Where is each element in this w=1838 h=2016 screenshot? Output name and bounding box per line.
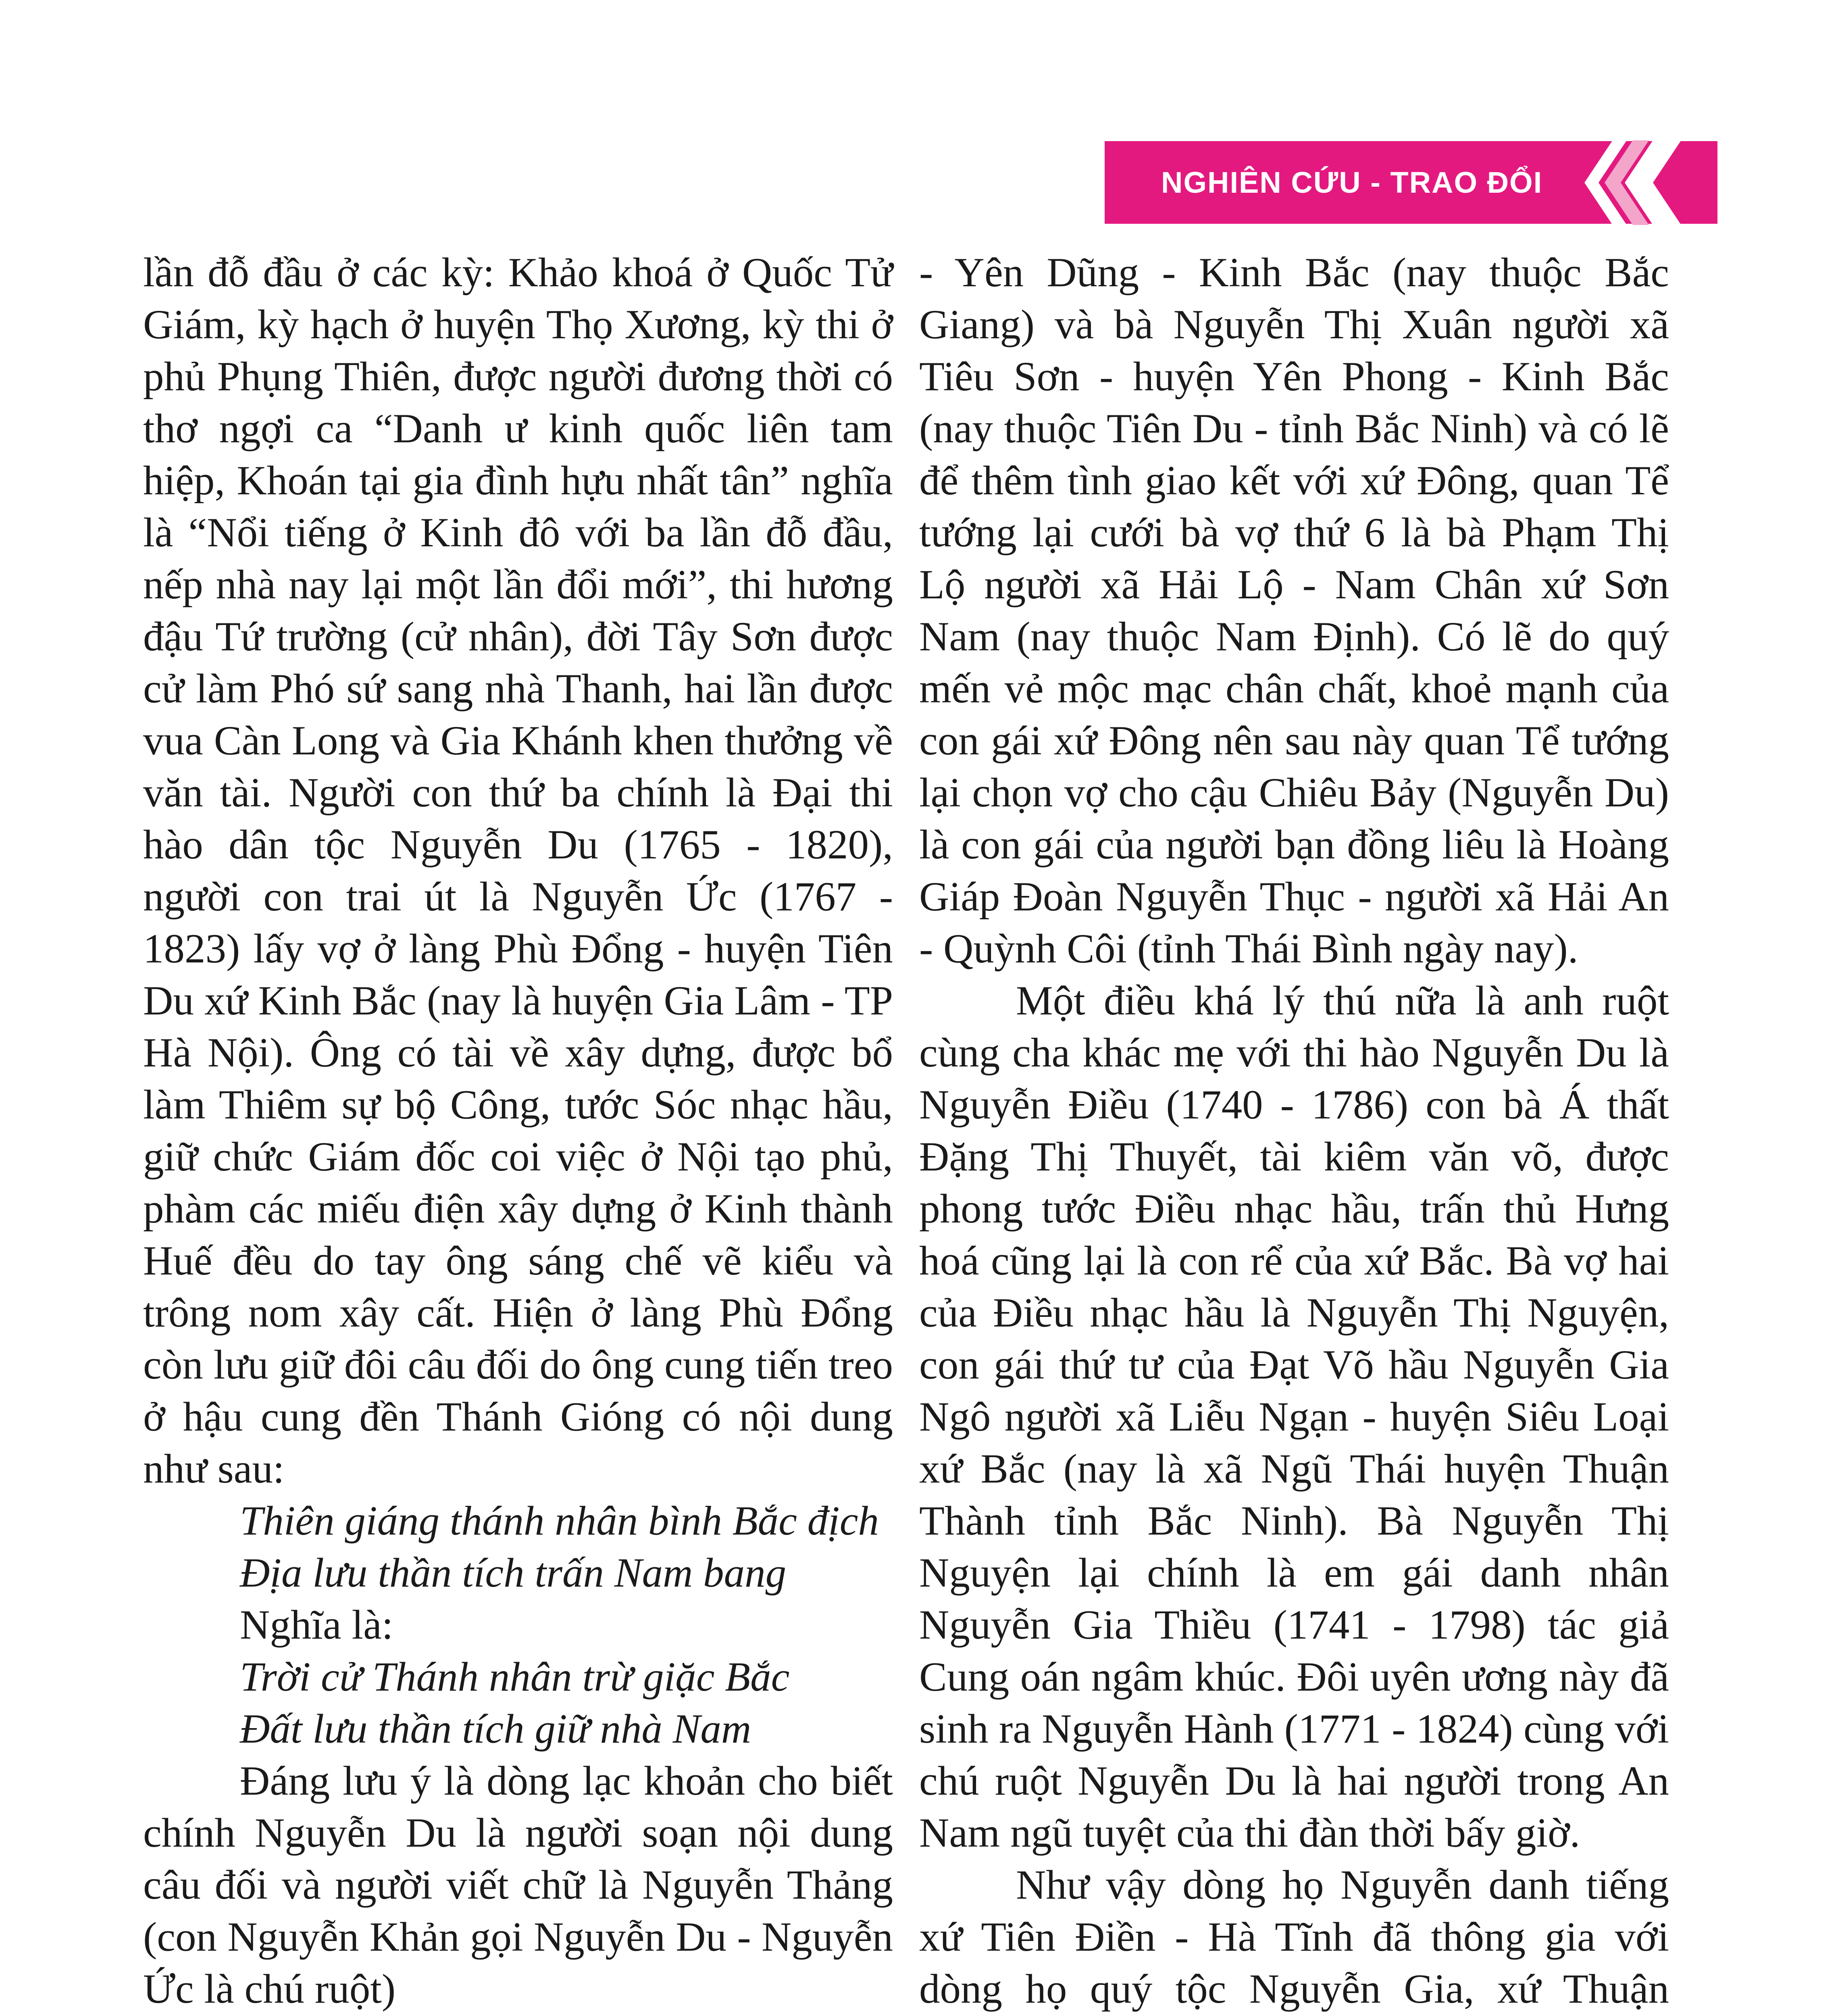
- verse-line: Đất lưu thần tích giữ nhà Nam: [240, 1706, 751, 1752]
- verse-line: Nghĩa là:: [240, 1602, 393, 1648]
- paragraph: - Yên Dũng - Kinh Bắc (nay thuộc Bắc Giang) và bà Nguyễn Thị Xuân người xã Tiêu Sơn - huyện Yên Phong - Kinh Bắc (nay thuộc Tiên Du - tỉnh Bắc Ninh) và có lẽ để thêm tình giao kết với xứ Đông, quan Tể tướng lại cưới bà vợ thứ 6 là bà Phạm Thị Lộ người xã Hải Lộ - Nam Chân xứ Sơn Nam (nay thuộc Nam Định). Có lẽ do quý mến vẻ mộc mạc chân chất, khoẻ mạnh của con gái xứ Đông nên sau này quan Tể tướng lại chọn vợ cho cậu Chiêu Bảy (Nguyễn Du) là con gái của người bạn đồng liêu là Hoàng Giáp Đoàn Nguyễn Thục - người xã Hải An - Quỳnh Côi (tỉnh Thái Bình ngày nay).: [919, 250, 1669, 972]
- chevron-decoration-icon: [1584, 140, 1681, 225]
- verse-line: Địa lưu thần tích trấn Nam bang: [240, 1550, 787, 1596]
- section-label: NGHIÊN CỨU - TRAO ĐỔI: [1161, 166, 1543, 199]
- left-column: [143, 247, 893, 2016]
- verse-line: Trời cử Thánh nhân trừ giặc Bắc: [240, 1654, 790, 1700]
- right-column: [919, 247, 1669, 2016]
- paragraph: Như vậy dòng họ Nguyễn danh tiếng xứ Tiên Điền - Hà Tĩnh đã thông gia với dòng họ quý tộc Nguyễn Gia, xứ Thuận: [919, 1862, 1669, 2012]
- paragraph: lần đỗ đầu ở các kỳ: Khảo khoá ở Quốc Tử Giám, kỳ hạch ở huyện Thọ Xương, kỳ thi ở phủ Phụng Thiên, được người đương thời có thơ ngợi ca “Danh ư kinh quốc liên tam hiệp, Khoán tại gia đình hựu nhất tân” nghĩa là “Nổi tiếng ở Kinh đô với ba lần đỗ đầu, nếp nhà nay lại một lần đổi mới”, thi hương đậu Tứ trường (cử nhân), đời Tây Sơn được cử làm Phó sứ sang nhà Thanh, hai lần được vua Càn Long và Gia Khánh khen thưởng về văn tài. Người con thứ ba chính là Đại thi hào dân tộc Nguyễn Du (1765 - 1820), người con trai út là Nguyễn Ức (1767 - 1823) lấy vợ ở làng Phù Đổng - huyện Tiên Du xứ Kinh Bắc (nay là huyện Gia Lâm - TP Hà Nội). Ông có tài về xây dựng, được bổ làm Thiêm sự bộ Công, tước Sóc nhạc hầu, giữ chức Giám đốc coi việc ở Nội tạo phủ, phàm các miếu điện xây dựng ở Kinh thành Huế đều do tay ông sáng chế vẽ kiểu và trông nom xây cất. Hiện ở làng Phù Đổng còn lưu giữ đôi câu đối do ông cung tiến treo ở hậu cung đền Thánh Gióng có nội dung như sau:: [143, 250, 893, 1492]
- verse-line: Thiên giáng thánh nhân bình Bắc địch: [240, 1498, 879, 1544]
- paragraph: Đáng lưu ý là dòng lạc khoản cho biết chính Nguyễn Du là người soạn nội dung câu đối và người viết chữ là Nguyễn Thảng (con Nguyễn Khản gọi Nguyễn Du - Nguyễn Ức là chú ruột): [143, 1758, 893, 2012]
- paragraph: Một điều khá lý thú nữa là anh ruột cùng cha khác mẹ với thi hào Nguyễn Du là Nguyễn Điều (1740 - 1786) con bà Á thất Đặng Thị Thuyết, tài kiêm văn võ, được phong tước Điều nhạc hầu, trấn thủ Hưng hoá cũng lại là con rể của xứ Bắc. Bà vợ hai của Điều nhạc hầu là Nguyễn Thị Nguyện, con gái thứ tư của Đạt Võ hầu Nguyễn Gia Ngô người xã Liễu Ngạn - huyện Siêu Loại xứ Bắc (nay là xã Ngũ Thái huyện Thuận Thành tỉnh Bắc Ninh). Bà Nguyễn Thị Nguyện lại chính là em gái danh nhân Nguyễn Gia Thiều (1741 - 1798) tác giả Cung oán ngâm khúc. Đôi uyên ương này đã sinh ra Nguyễn Hành (1771 - 1824) cùng với chú ruột Nguyễn Du là hai người trong An Nam ngũ tuyệt của thi đàn thời bấy giờ.: [919, 978, 1669, 1856]
